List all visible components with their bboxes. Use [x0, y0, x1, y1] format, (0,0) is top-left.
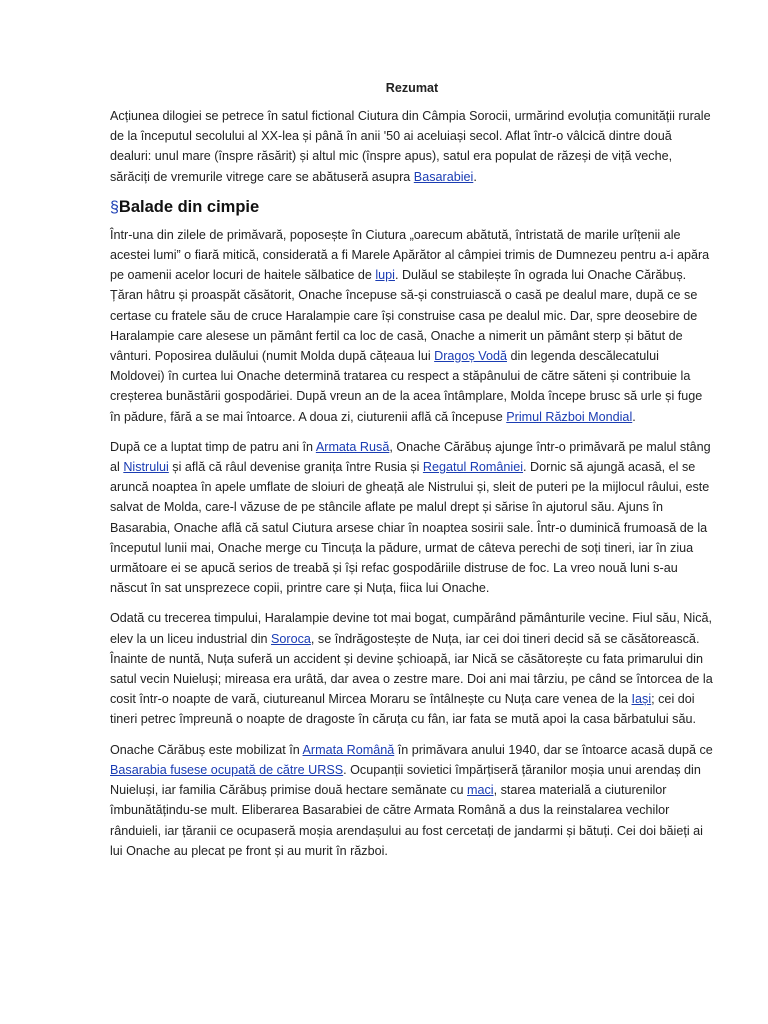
paragraph-3-text-2: , se îndrăgostește de Nuța, iar cei doi tineri decid să se căsătorească. Înainte de nuntă, Nuța suferă un accident și devine șchioapă, iar Nică se căsătorește cu fata primarului din satul vecin Nuieluși; mireasa era urâtă, dar avea o zestre mare. Doi ani mai târziu, pe când se întorcea de la cosit într-o noapte de vară, ciutureanul Mircea Moraru se întâlnește cu Nuța care venea de la — [110, 631, 713, 707]
paragraph-2-text-1: După ce a luptat timp de patru ani în — [110, 439, 316, 454]
intro-paragraph — [110, 106, 714, 187]
paragraph-4-text-2: în primăvara anului 1940, dar se întoarce acasă după ce — [394, 742, 713, 757]
link-regatul-romaniei[interactable]: Regatul României — [422, 460, 524, 475]
link-basarabiei[interactable]: Basarabiei — [413, 169, 474, 184]
link-basarabia-ocupata[interactable]: Basarabia fusese ocupată de către URSS — [110, 762, 344, 777]
paragraph-2-text-4: . Dornic să ajungă acasă, el se aruncă noaptea în apele umflate de sloiuri de gheață ale Nistrului și, sleit de puteri pe la mijlocul râului, este salvat de Molda, care-l văzuse de pe stâncile aflate pe malul drept și sărise în ajutorul său. Ajuns în Basarabia, Onache află că satul Ciutura arsese chiar în noaptea sosirii sale. Într-o duminică frumoasă de la începutul lunii mai, Onache merge cu Tincuța la pădure, urmat de câteva perechi de soți tineri, iar în ziua următoare ei se apucă serios de treabă și își refac gospodăriile distruse de foc. La vreo nouă luni s-au născut în sat unsprezece copii, printre care și Nuța, fiica lui Onache. — [110, 460, 710, 596]
paragraph-2-text-2: , Onache Cărăbuș ajunge într-o primăvară pe malul stâng al — [110, 439, 711, 475]
link-dragos-voda[interactable]: Dragoș Vodă — [434, 349, 507, 364]
section-heading-text: Balade din cimpie — [118, 197, 260, 216]
section-mark[interactable]: § — [110, 198, 119, 216]
link-nistrului[interactable]: Nistrului — [123, 460, 169, 475]
paragraph-3-text-1: Odată cu trecerea timpului, Haralampie devine tot mai bogat, cumpărând pământurile vecine. Fiul său, Nică, elev la un liceu industrial din — [110, 611, 713, 646]
paragraph-3-text-3: ; cei doi tineri petrec împreună o noapte de dragoste în căruța cu fân, iar fata se mută apoi la casa bărbatului său. — [110, 692, 696, 727]
link-soroca[interactable]: Soroca — [271, 631, 311, 646]
paragraph-4-text-4: , starea materială a ciuturenilor îmbunătățindu-se mult. Eliberarea Basarabiei de către Armata Română a dus la reinstalarea vechilor rânduieli, iar țăranii ce ocupaseră moșia arendașului au fost cercetați de jandarmi și bătuți. Cei doi băieți ai lui Onache au plecat pe front și au murit în război. — [110, 783, 703, 858]
paragraph-4 — [110, 740, 714, 861]
link-armata-rusa[interactable]: Armata Rusă — [315, 439, 390, 454]
link-maci[interactable]: maci — [467, 783, 494, 798]
link-primul-razboi-mondial[interactable]: Primul Război Mondial — [506, 409, 633, 424]
paragraph-1-text-1: Într-una din zilele de primăvară, poposește în Ciutura „oarecum abătută, întristată de marile urîțenii ale acestei lumi” o fiară mitică, considerată a fi Marele Apărător al câmpiei trimis de Dumnezeu pentru a-i apăra pe oamenii acelor locuri de haitele sălbatice de — [110, 227, 710, 283]
link-iasi[interactable]: Iași — [631, 692, 652, 707]
paragraph-1-text-4: . — [632, 409, 636, 424]
section-heading — [110, 197, 714, 218]
paragraph-2 — [110, 437, 714, 599]
intro-text-2: . — [473, 169, 477, 184]
intro-text-1: Acțiunea dilogiei se petrece în satul fictional Ciutura din Câmpia Sorocii, urmărind evoluția comunității rurale de la începutul secolului al XX-lea și până în anii '50 ai aceluiași secol. Aflat într-o vâlcică dintre două dealuri: unul mare (înspre răsărit) și altul mic (înspre apus), satul era populat de răzeși de viță veche, sărăciți de vremurile vitrege care se abătuseră asupra — [110, 109, 711, 184]
paragraph-4-text-1: Onache Cărăbuș este mobilizat în — [110, 742, 303, 757]
paragraph-2-text-3: și află că râul devenise granița între Rusia și — [168, 460, 423, 475]
paragraph-1 — [110, 225, 714, 427]
document-page — [110, 78, 714, 871]
paragraph-4-text-3: . Ocupanții sovietici împărțiseră țăranilor moșia unui arendaș din Nuieluși, iar familia Cărăbuș primise două hectare semănate cu — [110, 762, 701, 798]
link-lupi[interactable]: lupi — [375, 268, 395, 283]
paragraph-1-text-2: . Dulăul se stabilește în ograda lui Onache Cărăbuș. Țăran hâtru și proaspăt căsătorit, Onache începuse să-și construiască o casă pe dealul mare, după ce se certase cu fratele său de cruce Haralampie care își construise casa pe dealul mic. Dar, spre deosebire de Haralampie care alesese un pământ fertil ca loc de casă, Onache a nimerit un pământ sterp și bătut de vânturi. Poposirea dulăului (numit Molda după cățeaua lui — [110, 268, 698, 364]
link-armata-romana[interactable]: Armata Română — [302, 742, 395, 757]
paragraph-1-text-3: din legenda descălecatului Moldovei) în curtea lui Onache determină tratarea cu respect a stăpânului de către săteni și contribuie la creșterea bunăstării gospodăriei. După vreun an de la acea întâmplare, Molda începe brusc să urle și fuge în pădure, fără a se mai întoarce. A doua zi, ciuturenii află că începuse — [110, 349, 703, 424]
document-title: Rezumat — [385, 81, 439, 95]
paragraph-3 — [110, 608, 714, 729]
